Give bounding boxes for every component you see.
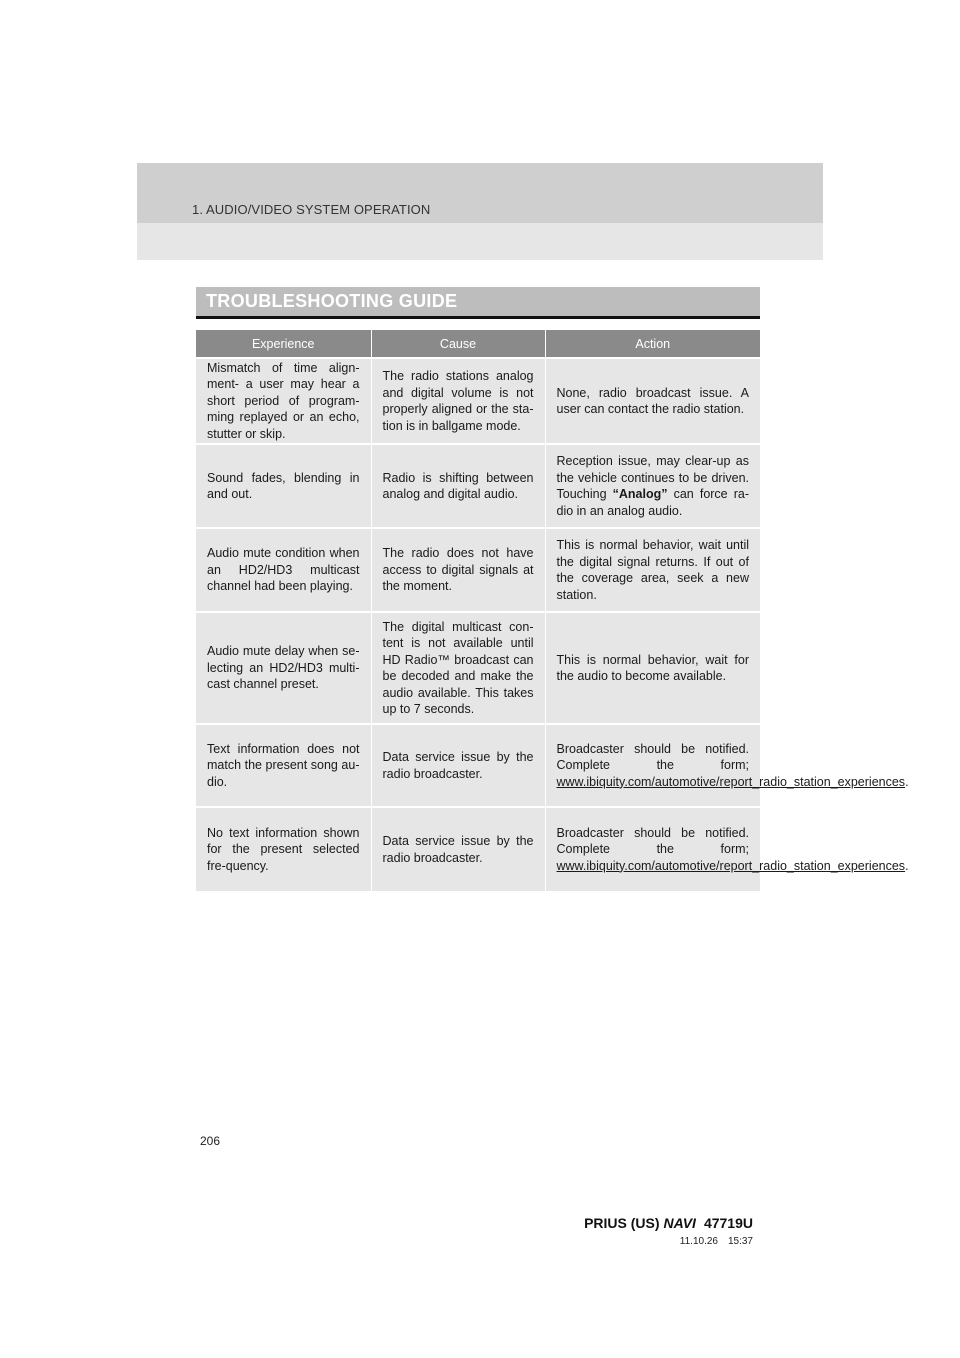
cause-cell: Radio is shifting between analog and digital audio. — [371, 444, 545, 528]
report-form-link[interactable]: www.ibiquity.com/automotive/report_radio_station_experiences — [556, 774, 906, 789]
table-row — [196, 612, 760, 724]
cause-cell: The radio does not have access to digital signals at the moment. — [371, 528, 545, 612]
section-title: TROUBLESHOOTING GUIDE — [206, 291, 458, 311]
action-text: Reception issue, may clear-up as the vehicle continues to be driven. Touching — [556, 454, 749, 501]
page-number: 206 — [200, 1134, 221, 1148]
table-row — [196, 358, 760, 444]
experience-cell: Audio mute condition when an HD2/HD3 multicast channel had been playing. — [196, 528, 371, 612]
experience-cell: Mismatch of time align-ment- a user may hear a short period of program-ming replayed or an echo, stutter or skip. — [196, 358, 371, 444]
action-cell: This is normal behavior, wait until the digital signal returns. If out of the coverage area, seek a new station. — [545, 528, 760, 612]
navi-label: NAVI — [663, 1215, 696, 1231]
cause-cell: The digital multicast con-tent is not available until HD Radio™ broadcast can be decoded and make the audio available. This takes up to 7 seconds. — [371, 612, 545, 724]
experience-cell: No text information shown for the present selected fre-quency. — [196, 807, 371, 891]
table-header-row — [196, 330, 760, 358]
action-text: Broadcaster should be notified. Complete the form; — [556, 825, 749, 857]
section-heading-bar — [196, 287, 760, 319]
table-row — [196, 528, 760, 612]
action-cell: This is normal behavior, wait for the audio to become available. — [545, 612, 760, 724]
footer-model-line — [584, 1215, 753, 1231]
table-row — [196, 444, 760, 528]
action-text-end: . — [905, 858, 909, 873]
table-row — [196, 724, 760, 807]
action-text-end: can force ra-dio in an analog audio. — [556, 487, 750, 518]
action-text: Broadcaster should be notified. Complete the form; — [556, 741, 749, 773]
cause-cell: Data service issue by the radio broadcaster. — [371, 724, 545, 807]
analog-button-reference: “Analog” — [612, 487, 668, 501]
print-time: 15:37 — [727, 1236, 753, 1247]
chapter-header-bar — [137, 163, 823, 223]
model-name: PRIUS (US) — [584, 1215, 660, 1231]
table-row — [196, 807, 760, 891]
cause-cell: Data service issue by the radio broadcaster. — [371, 807, 545, 891]
action-cell — [545, 724, 909, 807]
report-form-link[interactable]: www.ibiquity.com/automotive/report_radio_station_experiences — [556, 858, 906, 873]
print-date: 11.10.26 — [679, 1236, 718, 1247]
experience-cell: Sound fades, blending in and out. — [196, 444, 371, 528]
column-header-action: Action — [545, 330, 760, 358]
experience-cell: Text information does not match the present song au-dio. — [196, 724, 371, 807]
cause-cell: The radio stations analog and digital volume is not properly aligned or the sta-tion is in ballgame mode. — [371, 358, 545, 444]
action-cell — [545, 444, 760, 528]
action-cell: None, radio broadcast issue. A user can contact the radio station. — [545, 358, 760, 444]
column-header-experience: Experience — [196, 330, 371, 358]
troubleshooting-table — [196, 330, 909, 891]
chapter-header — [137, 163, 823, 260]
manual-code: 47719U — [703, 1215, 753, 1231]
column-header-cause: Cause — [371, 330, 545, 358]
action-text-end: . — [905, 774, 909, 789]
action-cell — [545, 807, 909, 891]
experience-cell: Audio mute delay when se-lecting an HD2/HD3 multi-cast channel preset. — [196, 612, 371, 724]
footer-date-line — [680, 1236, 753, 1247]
chapter-title: 1. AUDIO/VIDEO SYSTEM OPERATION — [192, 202, 431, 217]
